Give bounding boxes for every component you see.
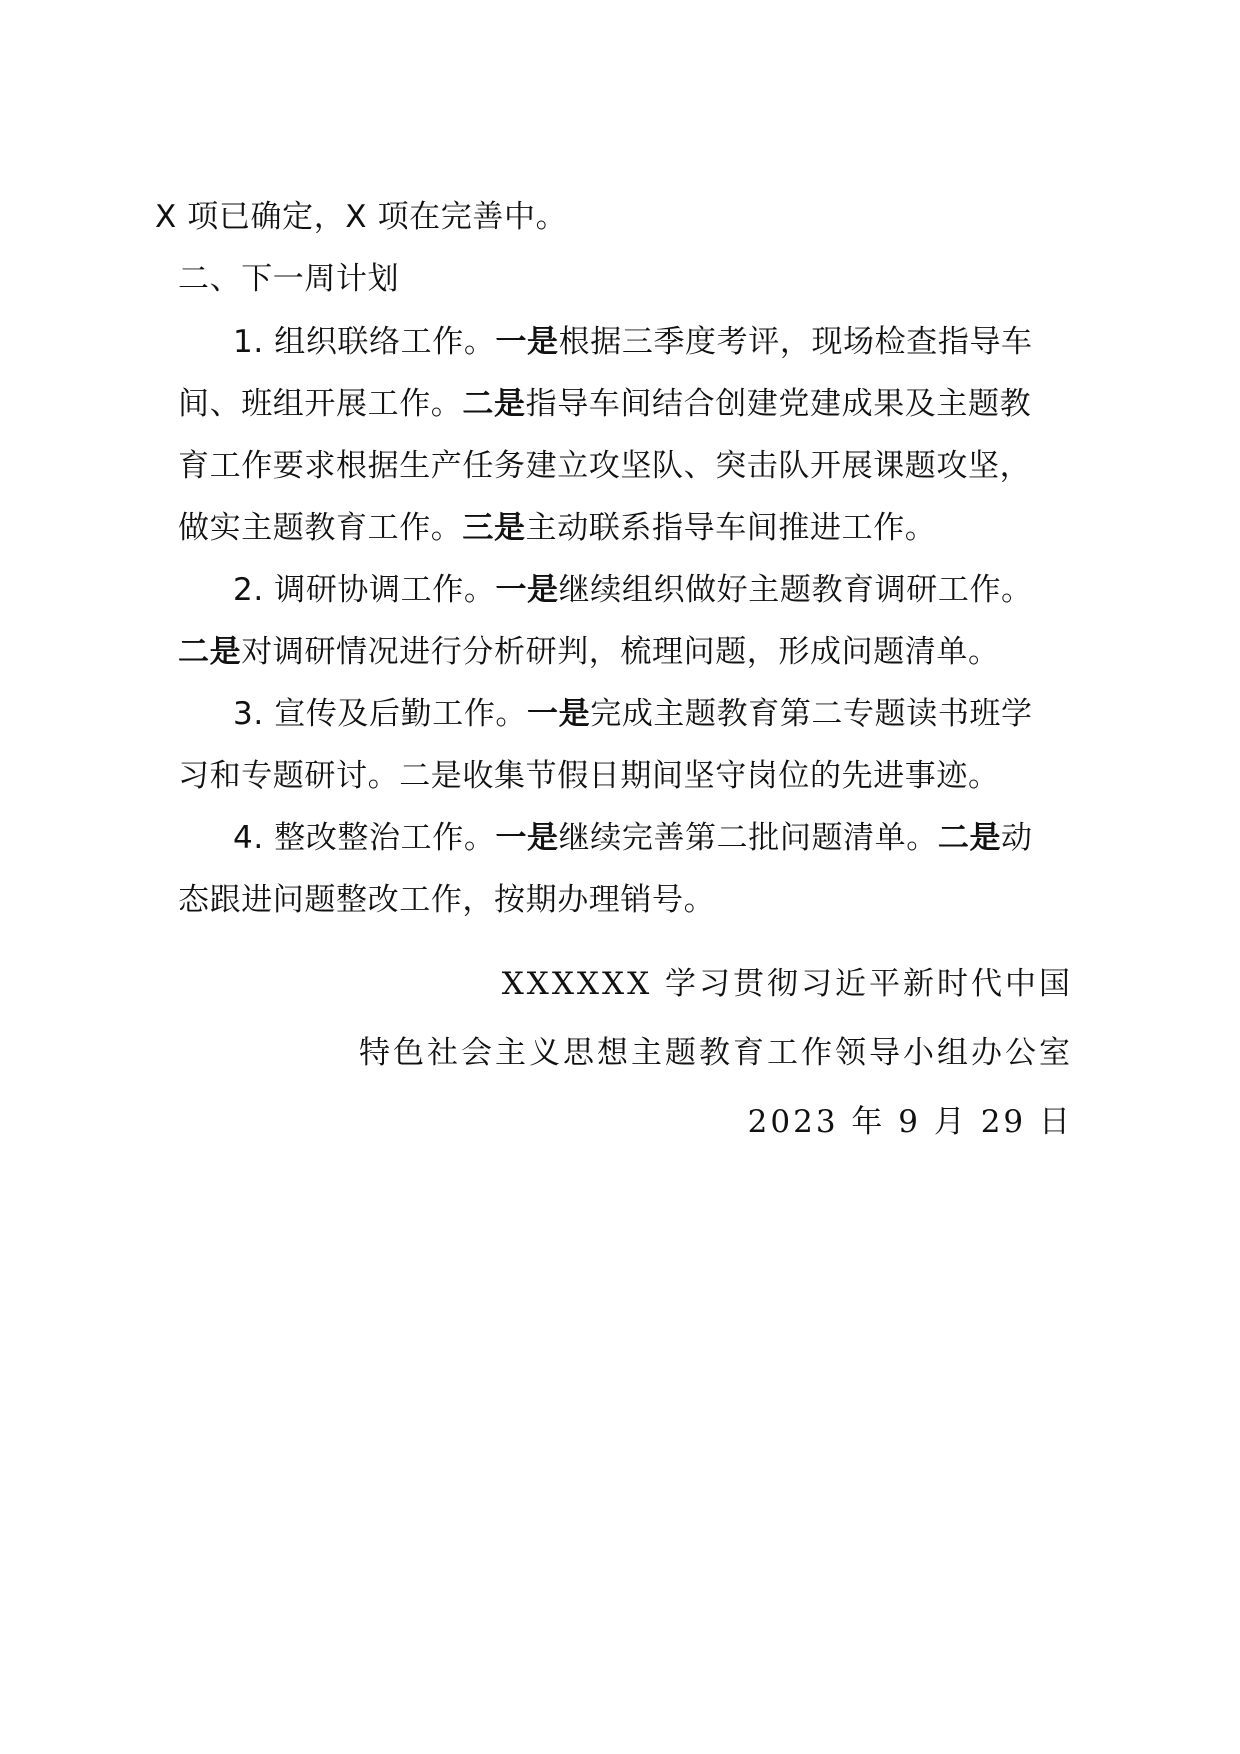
signature-org-line-2: 特色社会主义思想主题教育工作领导小组办公室 (359, 1035, 1073, 1071)
plan-item-line (178, 745, 1073, 807)
text-segment: 4. 整改整治工作。 (233, 820, 496, 856)
emphasis-label: 二是 (937, 820, 1002, 856)
plan-item-2 (178, 559, 1073, 683)
signature-date: 2023 年 9 月 29 日 (747, 1104, 1073, 1140)
text-segment: 做实主题教育工作。 (178, 510, 463, 546)
signature-org-line-1: XXXXXX 学习贯彻习近平新时代中国 (501, 966, 1073, 1002)
text-segment: 完成主题教育第二专题读书班学 (590, 696, 1033, 732)
emphasis-label: 一是 (495, 572, 559, 608)
emphasis-label: 一是 (495, 820, 559, 856)
text-segment: 动 (1001, 820, 1033, 856)
text-segment: 对调研情况进行分析研判，梳理问题，形成问题清单。 (241, 634, 1000, 670)
text-segment: 育工作要求根据生产任务建立攻坚队、突击队开展课题攻坚， (178, 448, 1032, 484)
plan-item-3 (178, 683, 1073, 807)
text-segment: 习和专题研讨。二是收集节假日期间坚守岗位的先进事迹。 (178, 758, 1000, 794)
section-heading: 二、下一周计划 (178, 261, 400, 297)
plan-items (178, 311, 1073, 931)
document-body (155, 186, 1073, 931)
plan-item-line (178, 683, 1073, 745)
plan-item-line (178, 559, 1073, 621)
text-segment: 继续组织做好主题教育调研工作。 (558, 572, 1033, 608)
plan-item-line (178, 807, 1073, 869)
plan-item-line (178, 311, 1073, 373)
text-segment: 3. 宣传及后勤工作。 (233, 696, 528, 732)
carryover-line: X 项已确定，X 项在完善中。 (155, 199, 568, 235)
emphasis-label: 二是 (178, 634, 242, 670)
plan-item-line (178, 435, 1073, 497)
text-segment: 态跟进问题整改工作，按期办理销号。 (178, 882, 716, 918)
text-segment: 指导车间结合创建党建成果及主题教 (525, 386, 1032, 422)
text-segment: 根据三季度考评，现场检查指导车 (558, 324, 1033, 360)
text-segment: 2. 调研协调工作。 (233, 572, 496, 608)
plan-item-4 (178, 807, 1073, 931)
plan-item-line (178, 497, 1073, 559)
text-segment: 继续完善第二批问题清单。 (558, 820, 938, 856)
plan-item-line (178, 373, 1073, 435)
signature-block (359, 950, 1073, 1157)
emphasis-label: 一是 (527, 696, 591, 732)
text-segment: 主动联系指导车间推进工作。 (525, 510, 937, 546)
emphasis-label: 三是 (462, 510, 526, 546)
text-segment: 间、班组开展工作。 (178, 386, 463, 422)
plan-item-line (178, 621, 1073, 683)
plan-item-line (178, 869, 1073, 931)
emphasis-label: 二是 (462, 386, 526, 422)
plan-item-1 (178, 311, 1073, 559)
text-segment: 1. 组织联络工作。 (233, 324, 496, 360)
emphasis-label: 一是 (495, 324, 559, 360)
